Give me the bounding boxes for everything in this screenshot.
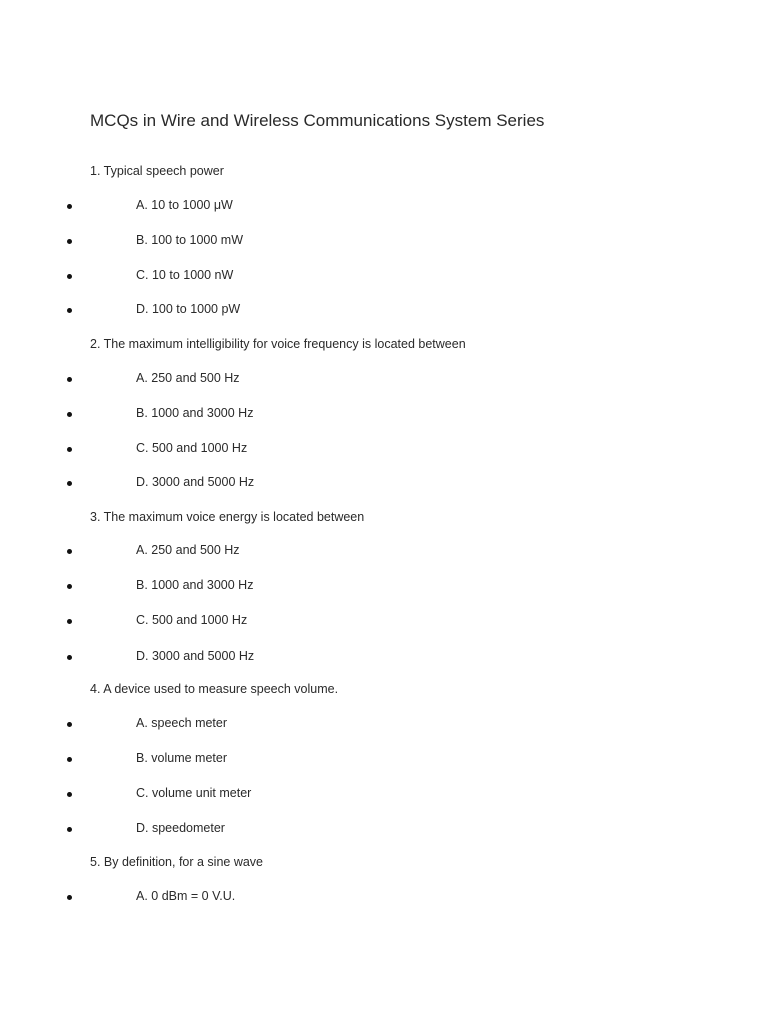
bullet-icon	[67, 274, 72, 279]
bullet-icon	[67, 377, 72, 382]
option-2c	[0, 441, 768, 457]
option-text: A. speech meter	[136, 716, 228, 730]
option-text: A. 10 to 1000 μW	[136, 198, 233, 212]
option-1c	[0, 268, 768, 284]
option-text: C. 500 and 1000 Hz	[136, 441, 248, 455]
option-2a	[0, 371, 768, 387]
bullet-icon	[67, 447, 72, 452]
bullet-icon	[67, 757, 72, 762]
option-text: C. 500 and 1000 Hz	[136, 613, 248, 627]
option-text: D. 3000 and 5000 Hz	[136, 649, 255, 663]
option-text: B. 1000 and 3000 Hz	[136, 578, 254, 592]
option-3d	[0, 649, 768, 665]
option-2b	[0, 406, 768, 422]
option-text: D. 100 to 1000 pW	[136, 302, 241, 316]
option-4b	[0, 751, 768, 767]
document-title: MCQs in Wire and Wireless Communications System Series	[90, 111, 545, 130]
option-3b	[0, 578, 768, 594]
option-text: B. 100 to 1000 mW	[136, 233, 244, 247]
bullet-icon	[67, 619, 72, 624]
option-text: A. 250 and 500 Hz	[136, 543, 240, 557]
question-3: 3. The maximum voice energy is located between	[90, 510, 365, 524]
bullet-icon	[67, 308, 72, 313]
option-1a	[0, 198, 768, 214]
option-text: D. speedometer	[136, 821, 225, 835]
bullet-icon	[67, 204, 72, 209]
option-2d	[0, 475, 768, 491]
bullet-icon	[67, 827, 72, 832]
option-1b	[0, 233, 768, 249]
option-5a	[0, 889, 768, 905]
option-4d	[0, 821, 768, 837]
bullet-icon	[67, 792, 72, 797]
question-4: 4. A device used to measure speech volume.	[90, 682, 339, 696]
question-2: 2. The maximum intelligibility for voice frequency is located between	[90, 337, 466, 351]
option-1d	[0, 302, 768, 318]
bullet-icon	[67, 895, 72, 900]
bullet-icon	[67, 584, 72, 589]
question-5: 5. By definition, for a sine wave	[90, 855, 264, 869]
option-3a	[0, 543, 768, 559]
option-3c	[0, 613, 768, 629]
option-text: D. 3000 and 5000 Hz	[136, 475, 255, 489]
option-text: A. 0 dBm = 0 V.U.	[136, 889, 236, 903]
option-text: B. volume meter	[136, 751, 228, 765]
option-text: C. volume unit meter	[136, 786, 252, 800]
bullet-icon	[67, 239, 72, 244]
bullet-icon	[67, 655, 72, 660]
option-text: A. 250 and 500 Hz	[136, 371, 240, 385]
bullet-icon	[67, 722, 72, 727]
question-1: 1. Typical speech power	[90, 164, 224, 178]
option-4c	[0, 786, 768, 802]
option-4a	[0, 716, 768, 732]
option-text: C. 10 to 1000 nW	[136, 268, 234, 282]
bullet-icon	[67, 412, 72, 417]
bullet-icon	[67, 549, 72, 554]
option-text: B. 1000 and 3000 Hz	[136, 406, 254, 420]
bullet-icon	[67, 481, 72, 486]
